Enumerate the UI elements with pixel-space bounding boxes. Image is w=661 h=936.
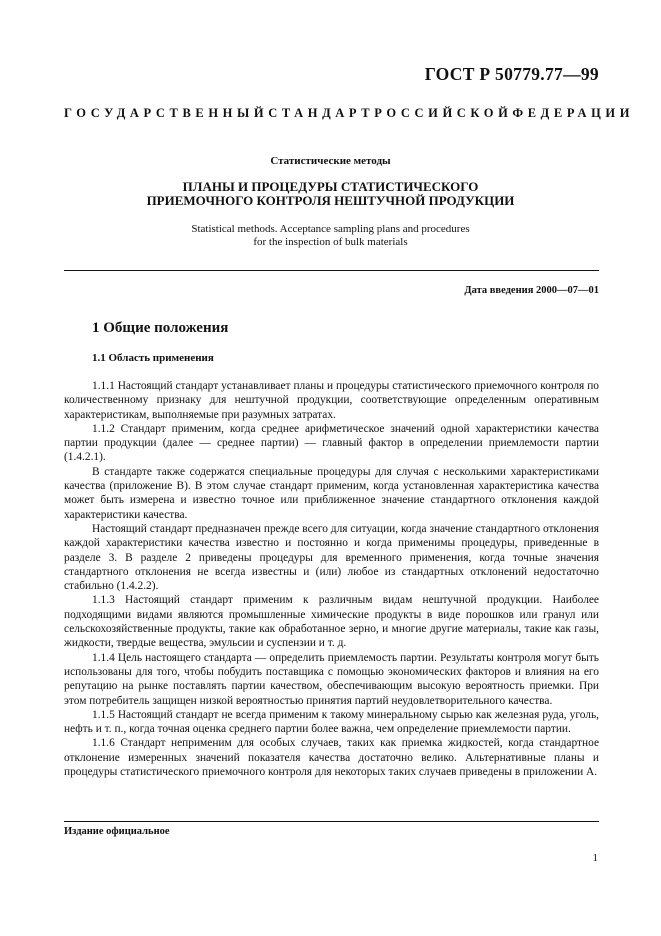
paragraph: 1.1.4 Цель настоящего стандарта — определить приемлемость партии. Результаты контроля могут быть использованы для того, чтобы побудить поставщика с помощью экономических факторов и влияния на его репутацию на рынке поставлять партии качеством, обеспечивающим высокую вероятность приемки. При этом потребитель защищен низкой вероятностью принятия партий неудовлетворительного качества. <box>64 651 599 707</box>
body-text <box>64 379 599 779</box>
document-title <box>0 180 661 208</box>
document-code: ГОСТ Р 50779.77—99 <box>424 64 599 84</box>
standard-banner <box>64 106 635 121</box>
paragraph: 1.1.3 Настоящий стандарт применим к различным видам нештучной продукции. Наиболее подходящими видами являются промышленные химические продукты в виде порошков или гранул или сельскохозяйственные продукты, такие как обработанное зерно, и многие другие материалы, такие как газы, жидкости, твердые вещества, эмульсии и суспензии и т. д. <box>64 594 599 650</box>
banner-word: РОССИЙСКОЙ <box>374 106 513 120</box>
paragraph: 1.1.6 Стандарт неприменим для особых случаев, таких как приемка жидкостей, когда стандартное отклонение измеренных значений показателя качества достаточно велико. Альтернативные планы и процедуры статистического приемочного контроля для некоторых таких случаев приведены в приложении А. <box>64 737 599 779</box>
introduction-date: Дата введения 2000—07—01 <box>464 285 599 296</box>
banner-word: ФЕДЕРАЦИИ <box>512 106 635 120</box>
paragraph: В стандарте также содержатся специальные процедуры для случая с несколькими характеристиками качества (приложение В). В этом случае стандарт применим, когда установленная характеристика качества может быть измерена и известно точное или приближенное значение стандартного отклонения каждой характеристики качества. <box>64 465 599 521</box>
title-line: ПЛАНЫ И ПРОЦЕДУРЫ СТАТИСТИЧЕСКОГО <box>182 179 479 194</box>
title-line: ПРИЕМОЧНОГО КОНТРОЛЯ НЕШТУЧНОЙ ПРОДУКЦИИ <box>146 193 515 208</box>
section-heading: 1 Общие положения <box>92 320 229 336</box>
paragraph: Настоящий стандарт предназначен прежде всего для ситуации, когда значение стандартного отклонения каждой характеристики качества известно и постоянно и когда применимы процедуры, приведенные в разделе 3. В разделе 2 приведены процедуры для временного применения, когда точные значения стандартного отклонения не всегда известны и (или) любое из стандартных отклонений недостаточно стабильно (1.4.2.2). <box>64 522 599 593</box>
english-title-line: Statistical methods. Acceptance sampling plans and procedures <box>191 223 470 235</box>
page-number: 1 <box>592 852 598 864</box>
footer-divider <box>64 821 599 822</box>
english-title-line: for the inspection of bulk materials <box>253 236 408 248</box>
series-title: Статистические методы <box>270 155 391 167</box>
english-title <box>0 223 661 249</box>
paragraph: 1.1.5 Настоящий стандарт не всегда применим к такому минеральному сырью как железная руда, уголь, нефть и т. п., когда точная оценка среднего партии более важна, чем определение приемлемости партии. <box>64 708 599 736</box>
paragraph: 1.1.2 Стандарт применим, когда среднее арифметическое значений одной характеристики качества партии продукции (далее — среднее партии) — главный фактор в определении приемлемости партии (1.4.2.1). <box>64 422 599 464</box>
paragraph: 1.1.1 Настоящий стандарт устанавливает планы и процедуры статистического приемочного контроля по количественному признаку для нештучной продукции, соответствующие определенным оперативным характеристикам, выполняемые при разумных затратах. <box>64 380 599 421</box>
banner-word: ГОСУДАРСТВЕННЫЙ <box>64 106 269 120</box>
subsection-heading: 1.1 Область применения <box>92 352 214 364</box>
edition-label: Издание официальное <box>64 826 170 837</box>
banner-word: СТАНДАРТ <box>268 106 375 120</box>
header-divider <box>64 270 599 271</box>
